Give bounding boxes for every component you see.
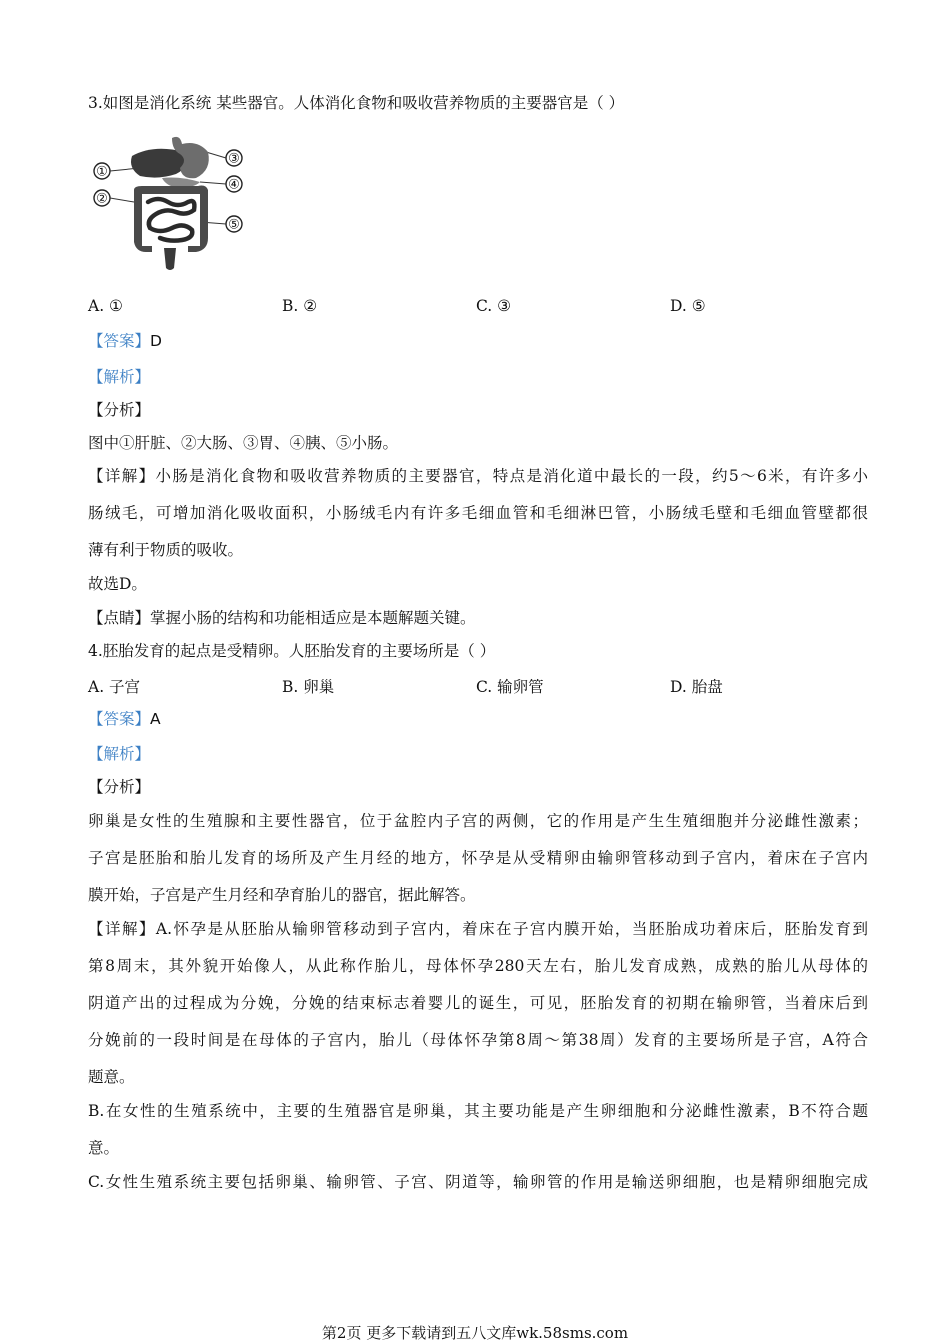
q4-answer-value: A	[150, 710, 161, 728]
q3-options	[88, 297, 868, 319]
q3-option-b[interactable]: B. ②	[282, 297, 318, 315]
q4-answer	[88, 708, 868, 730]
q3-dianjing: 【点睛】掌握小肠的结构和功能相适应是本题解题关键。	[88, 609, 476, 627]
q3-option-c[interactable]: C. ③	[476, 297, 512, 315]
q4-options	[88, 675, 868, 697]
q4-b-line-2: 意。	[88, 1139, 120, 1157]
q4-fenxi-line-3: 膜开始，子宫是产生月经和孕育胎儿的器官，据此解答。	[88, 886, 476, 904]
q4-stem: 4.胚胎发育的起点是受精卵。人胚胎发育的主要场所是（ ）	[88, 642, 496, 660]
q3-answer-tag: 【答案】	[88, 332, 151, 350]
q3-fenxi-text: 图中①肝脏、②大肠、③胃、④胰、⑤小肠。	[88, 434, 399, 452]
q3-stem: 3.如图是消化系统 某些器官。人体消化食物和吸收营养物质的主要器官是（ ）	[88, 94, 625, 112]
q4-c-line: C.女性生殖系统主要包括卵巢、输卵管、子宫、阴道等，输卵管的作用是输送卵细胞，也是精卵细胞完成	[88, 1173, 868, 1191]
q3-option-d[interactable]: D. ⑤	[670, 297, 706, 315]
figure-label-2: ②	[96, 191, 108, 207]
q4-b-line-1: B.在女性的生殖系统中，主要的生殖器官是卵巢，其主要功能是产生卵细胞和分泌雌性激素，B不符合题	[88, 1102, 868, 1120]
figure-label-4: ④	[228, 177, 240, 193]
q4-jiexi-tag: 【解析】	[88, 745, 151, 763]
q3-answer-value: D	[150, 332, 162, 350]
q4-fenxi-tag: 【分析】	[88, 778, 151, 796]
figure-label-5: ⑤	[228, 217, 240, 233]
q4-detail-line-1: 【详解】A.怀孕是从胚胎从输卵管移动到子宫内，着床在子宫内膜开始，当胚胎成功着床后，胚胎发育到	[88, 920, 868, 938]
q3-answer	[88, 330, 868, 352]
q4-detail-line-4: 分娩前的一段时间是在母体的子宫内，胎儿（母体怀孕第8周～第38周）发育的主要场所是子宫，A符合	[88, 1031, 868, 1049]
digestive-system-figure	[88, 130, 248, 272]
q4-fenxi-line-1: 卵巢是女性的生殖腺和主要性器官，位于盆腔内子宫的两侧，它的作用是产生生殖细胞并分泌雌性激素；	[88, 812, 868, 830]
figure-label-1: ①	[96, 164, 108, 180]
q3-jiexi-tag: 【解析】	[88, 368, 151, 386]
page-footer: 第2页 更多下载请到五八文库wk.58sms.com	[321, 1324, 629, 1342]
q4-answer-tag: 【答案】	[88, 710, 151, 728]
q3-option-a[interactable]: A. ①	[88, 297, 123, 315]
q4-fenxi-line-2: 子宫是胚胎和胎儿发育的场所及产生月经的地方，怀孕是从受精卵由输卵管移动到子宫内，着床在子宫内	[88, 849, 868, 867]
q4-detail-line-5: 题意。	[88, 1068, 135, 1086]
q4-option-d[interactable]: D. 胎盘	[670, 678, 723, 696]
figure-label-3: ③	[228, 151, 240, 167]
q4-option-b[interactable]: B. 卵巢	[282, 678, 335, 696]
q3-detail-line-3: 薄有利于物质的吸收。	[88, 541, 244, 559]
q4-option-c[interactable]: C. 输卵管	[476, 678, 544, 696]
q3-detail-line-1: 【详解】小肠是消化食物和吸收营养物质的主要器官，特点是消化道中最长的一段，约5～6米，有许多小	[88, 467, 868, 485]
q3-detail-line-2: 肠绒毛，可增加消化吸收面积，小肠绒毛内有许多毛细血管和毛细淋巴管，小肠绒毛壁和毛细血管壁都很	[88, 504, 868, 522]
q4-detail-line-3: 阴道产出的过程成为分娩，分娩的结束标志着婴儿的诞生，可见，胚胎发育的初期在输卵管，当着床后到	[88, 994, 868, 1012]
q3-fenxi-tag: 【分析】	[88, 401, 151, 419]
q4-detail-line-2: 第8周末，其外貌开始像人，从此称作胎儿，母体怀孕280天左右，胎儿发育成熟，成熟的胎儿从母体的	[88, 957, 868, 975]
q4-option-a[interactable]: A. 子宫	[88, 678, 141, 696]
q3-conclusion: 故选D。	[88, 575, 147, 593]
